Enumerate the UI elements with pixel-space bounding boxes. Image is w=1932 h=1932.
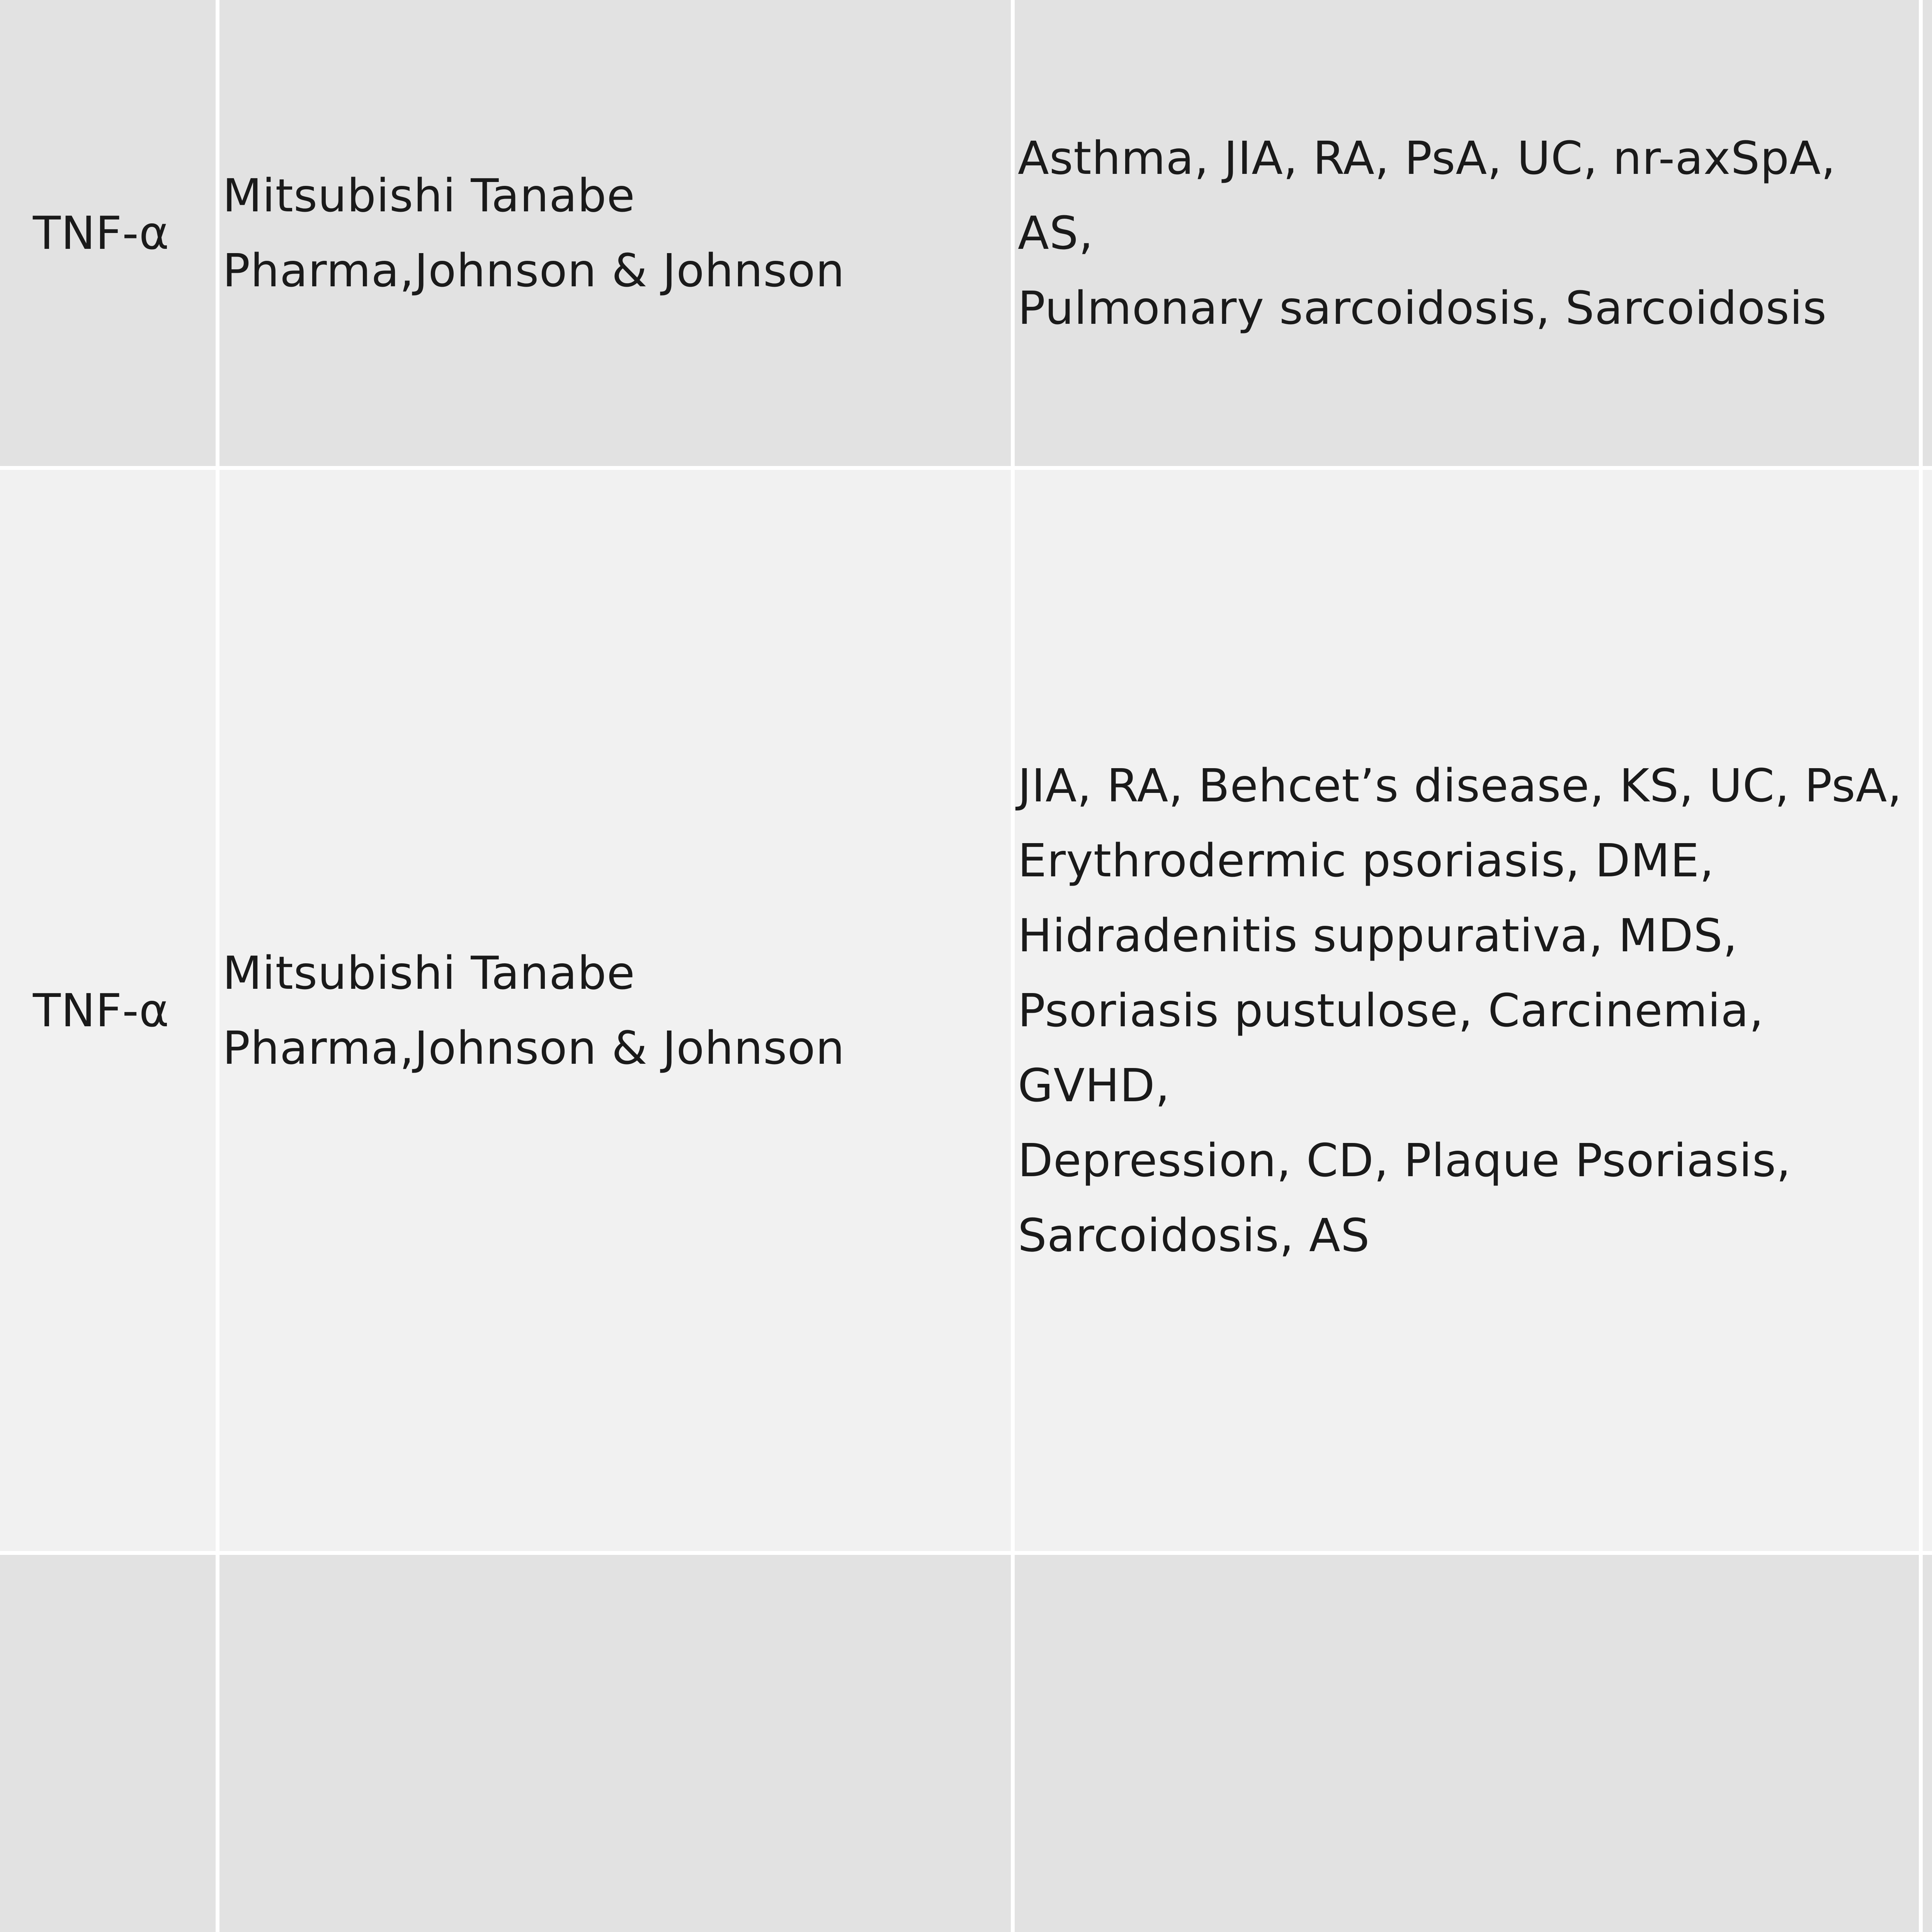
indication-cell <box>1015 0 1923 470</box>
target-cell <box>0 1555 219 1932</box>
table-row <box>0 470 1932 1555</box>
status-cell <box>1923 1555 1932 1932</box>
table-row <box>0 0 1932 470</box>
indication-text: Asthma, JIA, RA, PsA, UC, nr-axSpA, AS, Pulmonary sarcoidosis, Sarcoidosis <box>1018 131 1836 335</box>
target-text: TNF-α <box>33 984 170 1037</box>
target-cell <box>0 0 219 470</box>
company-cell <box>219 0 1015 470</box>
status-cell <box>1923 470 1932 1555</box>
indication-text: JIA, RA, Behcet’s disease, KS, UC, PsA, Erythrodermic psoriasis, DME, Hidradenitis suppurativa, MDS, Psoriasis pustulose, Carcinemia, GVHD, Depression, CD, Plaque Psoriasis, Sarcoidosis, AS <box>1018 759 1902 1262</box>
company-cell <box>219 470 1015 1555</box>
target-cell <box>0 470 219 1555</box>
indication-cell <box>1015 1555 1923 1932</box>
table-row <box>0 1555 1932 1932</box>
company-text: Mitsubishi Tanabe Pharma,Johnson & Johnson <box>223 169 845 297</box>
target-text: TNF-α <box>33 206 170 260</box>
status-cell <box>1923 0 1932 470</box>
company-cell <box>219 1555 1015 1932</box>
company-text: Mitsubishi Tanabe Pharma,Johnson & Johnson <box>223 946 845 1075</box>
indication-cell <box>1015 470 1923 1555</box>
